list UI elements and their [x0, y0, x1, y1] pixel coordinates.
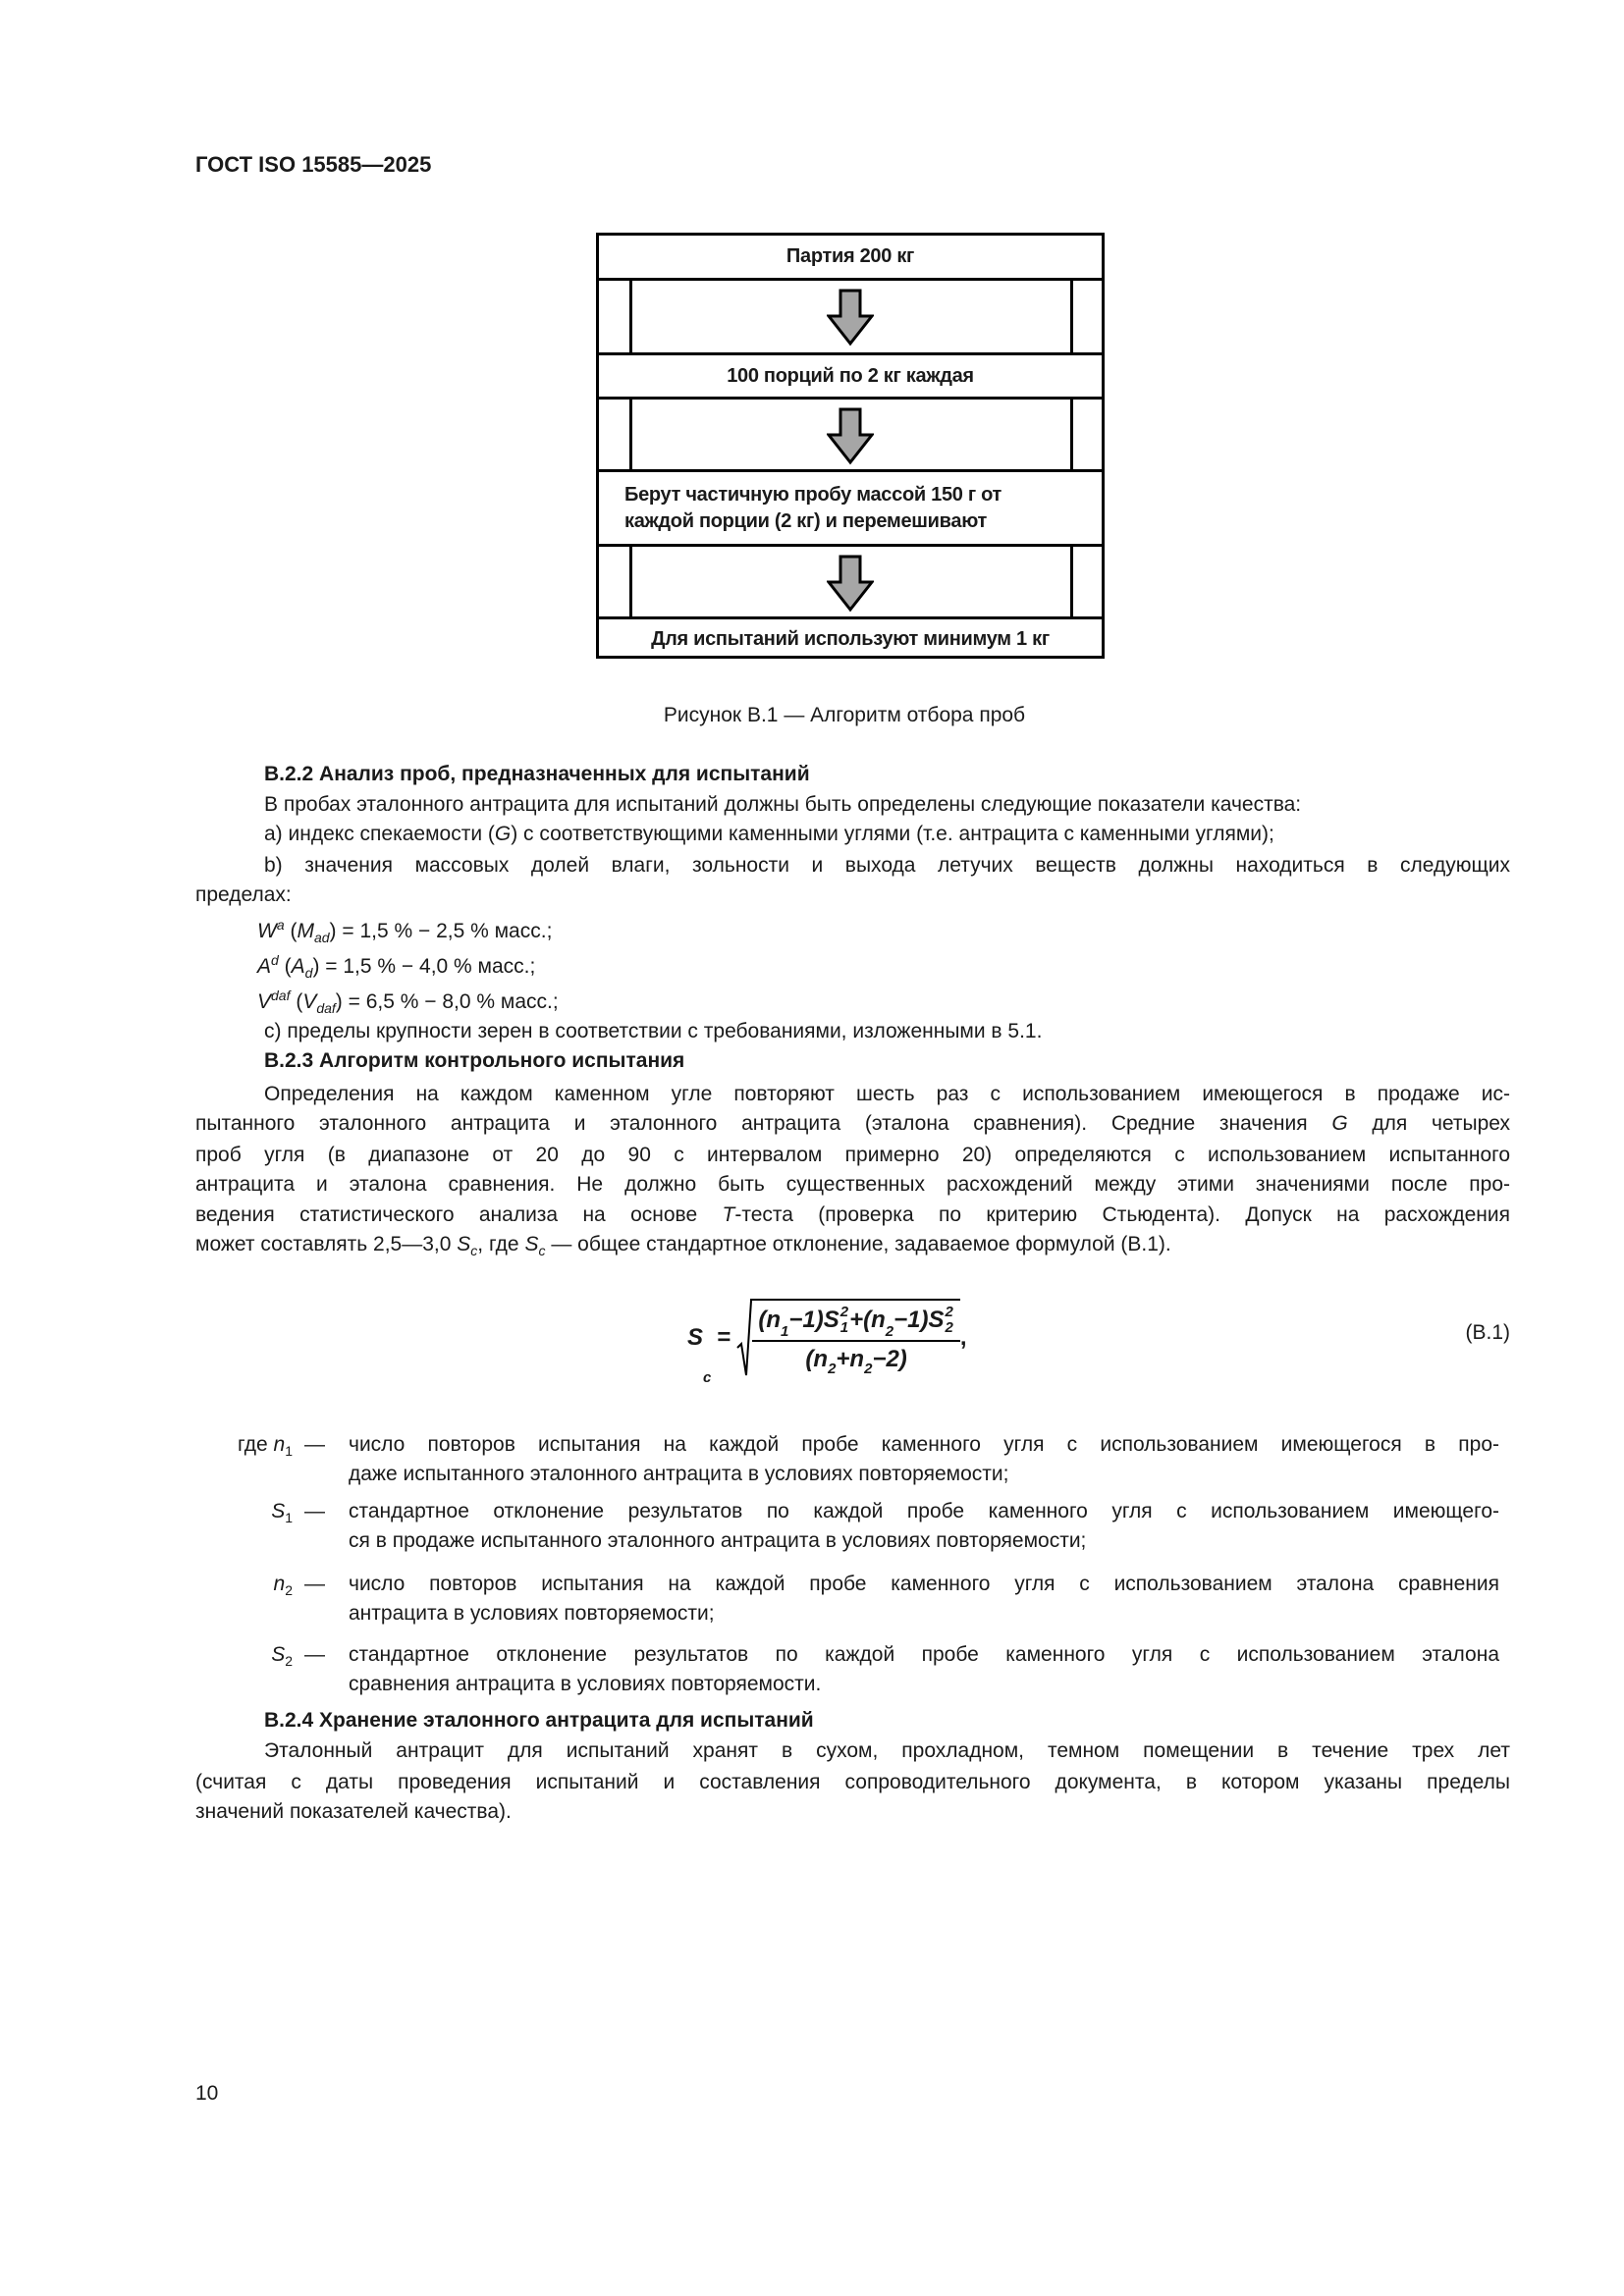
list-item-c: с) пределы крупности зерен в соответствии с требованиями, изложенными в 5.1.: [264, 1020, 1043, 1042]
figure-caption: Рисунок В.1 — Алгоритм отбора проб: [663, 704, 1026, 726]
definition-dash: —: [304, 1500, 325, 1522]
down-arrow-icon: [827, 555, 874, 614]
definition-text: даже испытанного эталонного антрацита в условиях повторяемости;: [349, 1463, 1009, 1485]
definition-text: число повторов испытания на каждой пробе каменного угля с использованием эталона сравнения: [349, 1573, 1499, 1595]
definition-symbol: $S_2$: [271, 1643, 293, 1670]
flow-step-3: Берут частичную пробу массой 150 г от каждой порции (2 кг) и перемешивают: [599, 472, 1102, 547]
definition-text: число повторов испытания на каждой пробе каменного угля с использованием имеющегося в про-: [349, 1433, 1499, 1456]
paragraph-line: антрацита и эталона сравнения. Не должно быть существенных расхождений между этими значениями после про-: [195, 1173, 1510, 1196]
sampling-flowchart: [596, 233, 1105, 659]
down-arrow-icon: [827, 289, 874, 347]
definition-symbol: $S_1$: [271, 1500, 293, 1526]
flow-step-1: Партия 200 кг: [599, 236, 1102, 281]
section-heading-b23: В.2.3 Алгоритм контрольного испытания: [264, 1049, 685, 1072]
definition-dash: —: [304, 1643, 325, 1666]
flow-step-2: 100 порций по 2 кг каждая: [599, 355, 1102, 400]
list-item-b-cont: пределах:: [195, 883, 292, 906]
section-heading-b22: В.2.2 Анализ проб, предназначенных для испытаний: [264, 763, 810, 785]
paragraph-line: пытанного эталонного антрацита и эталонного антрацита (эталона сравнения). Средние значения G для четырех: [195, 1112, 1510, 1135]
document-header: ГОСТ ISO 15585—2025: [195, 152, 432, 177]
paragraph-line: значений показателей качества).: [195, 1800, 512, 1823]
flow-arrow-gap-1: [599, 281, 1102, 355]
definition-text: антрацита в условиях повторяемости;: [349, 1602, 715, 1625]
flow-step-4: Для испытаний используют минимум 1 кг: [651, 627, 1050, 650]
definition-symbol: $n_2$: [273, 1573, 293, 1599]
paragraph-line: (считая с даты проведения испытаний и составления сопроводительного документа, в котором указаны пределы: [195, 1771, 1510, 1793]
section-heading-b24: В.2.4 Хранение эталонного антрацита для испытаний: [264, 1709, 814, 1732]
paragraph-line: Определения на каждом каменном угле повторяют шесть раз с использованием имеющегося в продаже ис-: [264, 1083, 1510, 1105]
down-arrow-icon: [827, 407, 874, 466]
definition-text: ся в продаже испытанного эталонного антрацита в условиях повторяемости;: [349, 1529, 1087, 1552]
moisture-range: $W^a$ $(M_{ad}) = 1,5$ % − 2,5 % масс.;: [257, 917, 553, 946]
list-item-a: а) индекс спекаемости (G) с соответствующими каменными углями (т.е. антрацита с каменными углями);: [264, 823, 1274, 845]
definition-dash: —: [304, 1573, 325, 1595]
definition-text: стандартное отклонение результатов по каждой пробе каменного угля с использованием имеющего-: [349, 1500, 1499, 1522]
ash-range: $A^d$ $(A_d) = 1,5$ % − 4,0 % масс.;: [257, 952, 536, 982]
flow-arrow-gap-2: [599, 400, 1102, 472]
paragraph-line: В пробах эталонного антрацита для испытаний должны быть определены следующие показатели качества:: [264, 793, 1302, 816]
paragraph-line: может составлять 2,5—3,0 $S_c$, где $S_c$ — общее стандартное отклонение, задаваемое формулой (В.1).: [195, 1233, 1171, 1259]
formula-number: (В.1): [1465, 1321, 1510, 1344]
formula-denominator: (n 2 +n 2 −2): [805, 1346, 907, 1377]
formula-b1: S c = (n 1 −1)S 2 1 +(n 2 −1)S 2 2 (n 2 +n 2 −2) ,: [687, 1294, 967, 1382]
formula-numerator: (n 1 −1)S 2 1 +(n 2 −1)S 2 2: [752, 1305, 959, 1342]
definition-text: стандартное отклонение результатов по каждой пробе каменного угля с использованием эталона: [349, 1643, 1499, 1666]
volatile-range: $V^{daf}$ $(V_{daf}) = 6,5$ % − 8,0 % масс.;: [257, 988, 559, 1017]
paragraph-line: ведения статистического анализа на основе T-теста (проверка по критерию Стьюдента). Допуск на расхождения: [195, 1203, 1510, 1226]
flow-arrow-gap-3: [599, 547, 1102, 619]
page-number: 10: [195, 2082, 219, 2105]
list-item-b: b) значения массовых долей влаги, зольности и выхода летучих веществ должны находиться в следующих: [264, 854, 1510, 877]
paragraph-line: проб угля (в диапазоне от 20 до 90 с интервалом примерно 20) определяются с использованием испытанного: [195, 1144, 1510, 1166]
definition-symbol: где $n_1$: [238, 1433, 293, 1460]
definition-dash: —: [304, 1433, 325, 1456]
paragraph-line: Эталонный антрацит для испытаний хранят в сухом, прохладном, темном помещении в течение трех лет: [264, 1739, 1510, 1762]
definition-text: сравнения антрацита в условиях повторяемости.: [349, 1673, 822, 1695]
